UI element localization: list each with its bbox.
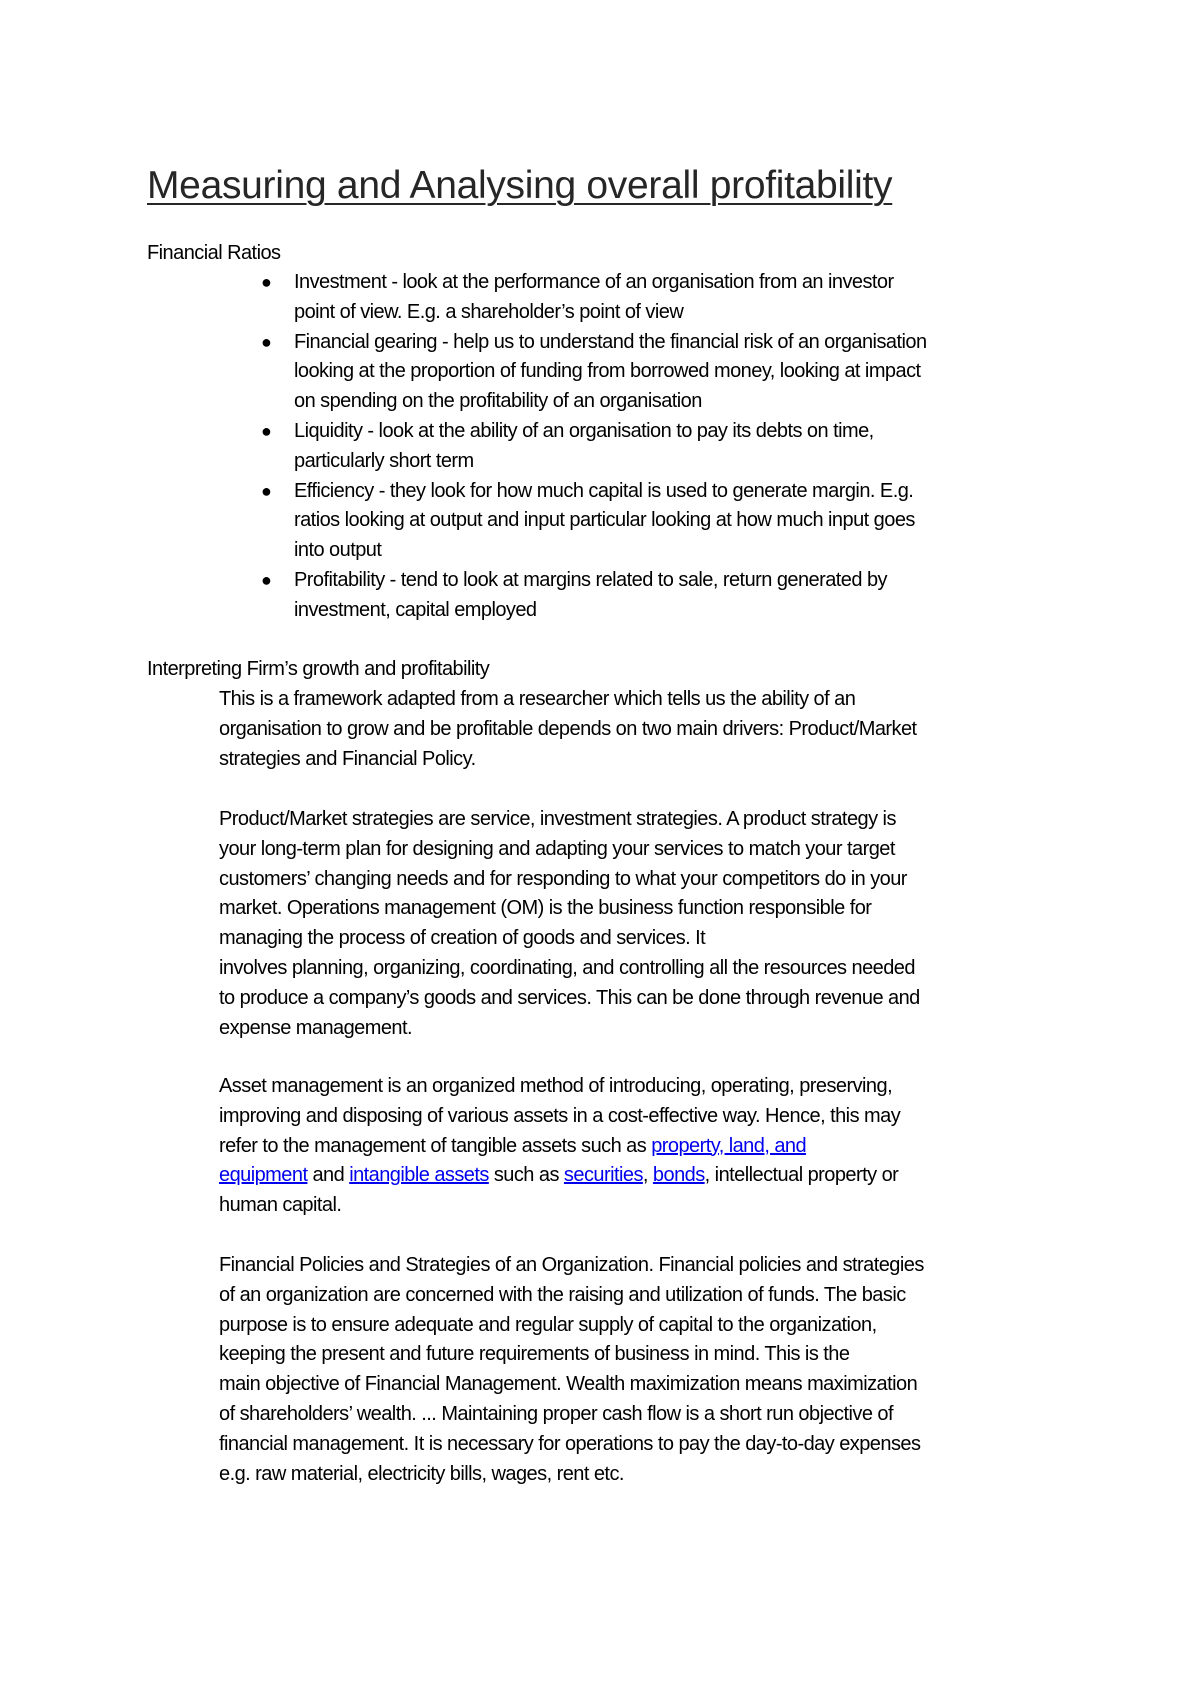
- text-line: Asset management is an organized method of introducing, operating, preserving,: [219, 1075, 893, 1097]
- ratio-bullet-list: [261, 268, 927, 626]
- bullet-icon: ●: [261, 272, 272, 292]
- list-item: [261, 477, 927, 566]
- text-line: Financial Policies and Strategies of an Organization. Financial policies and strategies: [219, 1254, 924, 1276]
- text-line: customers’ changing needs and for responding to what your competitors do in your: [219, 867, 907, 890]
- text-run: ,: [642, 1164, 653, 1187]
- paragraph-product-market: [219, 805, 920, 1043]
- text-line: This is a framework adapted from a researcher which tells us the ability of an: [219, 688, 856, 710]
- text-line: of shareholders’ wealth. ... Maintaining proper cash flow is a short run objective of: [219, 1402, 893, 1425]
- text-line: point of view. E.g. a shareholder’s point of view: [294, 300, 684, 323]
- text-line: purpose is to ensure adequate and regular supply of capital to the organization,: [219, 1313, 877, 1336]
- page-title: Measuring and Analysing overall profitability: [147, 164, 893, 207]
- text-line: on spending on the profitability of an organisation: [294, 390, 702, 413]
- text-line: Efficiency - they look for how much capital is used to generate margin. E.g.: [294, 479, 914, 502]
- paragraph-financial-policies: [219, 1251, 924, 1489]
- text-line: your long-term plan for designing and adapting your services to match your target: [219, 837, 895, 860]
- text-run: refer to the management of tangible assets such as: [219, 1134, 652, 1157]
- text-line: improving and disposing of various assets in a cost-effective way. Hence, this may: [219, 1104, 901, 1127]
- text-line: e.g. raw material, electricity bills, wages, rent etc.: [219, 1462, 624, 1485]
- text-line: Product/Market strategies are service, investment strategies. A product strategy is: [219, 808, 896, 830]
- list-item: [261, 268, 927, 328]
- text-line: financial management. It is necessary for operations to pay the day-to-day expenses: [219, 1432, 921, 1455]
- text-line: market. Operations management (OM) is the business function responsible for: [219, 897, 872, 920]
- link-property-land-equipment[interactable]: property, land, and: [651, 1134, 807, 1157]
- text-run: and: [307, 1164, 350, 1187]
- text-line: to produce a company’s goods and services. This can be done through revenue and: [219, 986, 920, 1009]
- text-line: Profitability - tend to look at margins related to sale, return generated by: [294, 568, 887, 591]
- text-line: Investment - look at the performance of an organisation from an investor: [294, 271, 894, 293]
- section-heading-financial-ratios: Financial Ratios: [147, 242, 281, 264]
- text-run: , intellectual property or: [704, 1164, 899, 1187]
- bullet-icon: ●: [261, 569, 272, 590]
- link-intangible-assets[interactable]: intangible assets: [349, 1164, 489, 1187]
- text-line: involves planning, organizing, coordinating, and controlling all the resources needed: [219, 956, 915, 979]
- paragraph-asset-management: [219, 1072, 900, 1221]
- text-line: looking at the proportion of funding from borrowed money, looking at impact: [294, 360, 921, 383]
- list-item: [261, 328, 927, 417]
- text-line: of an organization are concerned with the raising and utilization of funds. The basic: [219, 1283, 906, 1306]
- text-line: particularly short term: [294, 449, 474, 472]
- paragraph-framework: [219, 685, 917, 774]
- bullet-icon: ●: [261, 480, 272, 501]
- text-line: into output: [294, 539, 382, 562]
- text-line: ratios looking at output and input particular looking at how much input goes: [294, 509, 915, 532]
- link-bonds[interactable]: bonds: [652, 1164, 705, 1187]
- list-item: [261, 566, 927, 626]
- list-item: [261, 417, 927, 477]
- text-line: organisation to grow and be profitable depends on two main drivers: Product/Market: [219, 717, 917, 740]
- text-line: investment, capital employed: [294, 598, 537, 621]
- text-line: [219, 1132, 900, 1162]
- text-line: keeping the present and future requirements of business in mind. This is the: [219, 1343, 850, 1366]
- text-line: strategies and Financial Policy.: [219, 747, 476, 770]
- bullet-icon: ●: [261, 420, 272, 441]
- text-line: human capital.: [219, 1194, 342, 1217]
- text-run: such as: [488, 1164, 564, 1187]
- text-line: [219, 1161, 900, 1191]
- text-line: Liquidity - look at the ability of an organisation to pay its debts on time,: [294, 419, 874, 442]
- text-line: managing the process of creation of goods and services. It: [219, 927, 706, 950]
- text-line: Financial gearing - help us to understand the financial risk of an organisation: [294, 330, 927, 353]
- section-heading-growth: Interpreting Firm’s growth and profitability: [147, 658, 490, 680]
- text-line: main objective of Financial Management. Wealth maximization means maximization: [219, 1373, 918, 1396]
- link-securities[interactable]: securities: [563, 1164, 643, 1187]
- bullet-icon: ●: [261, 331, 272, 352]
- text-line: expense management.: [219, 1016, 413, 1039]
- link-property-land-equipment-cont[interactable]: equipment: [219, 1164, 308, 1187]
